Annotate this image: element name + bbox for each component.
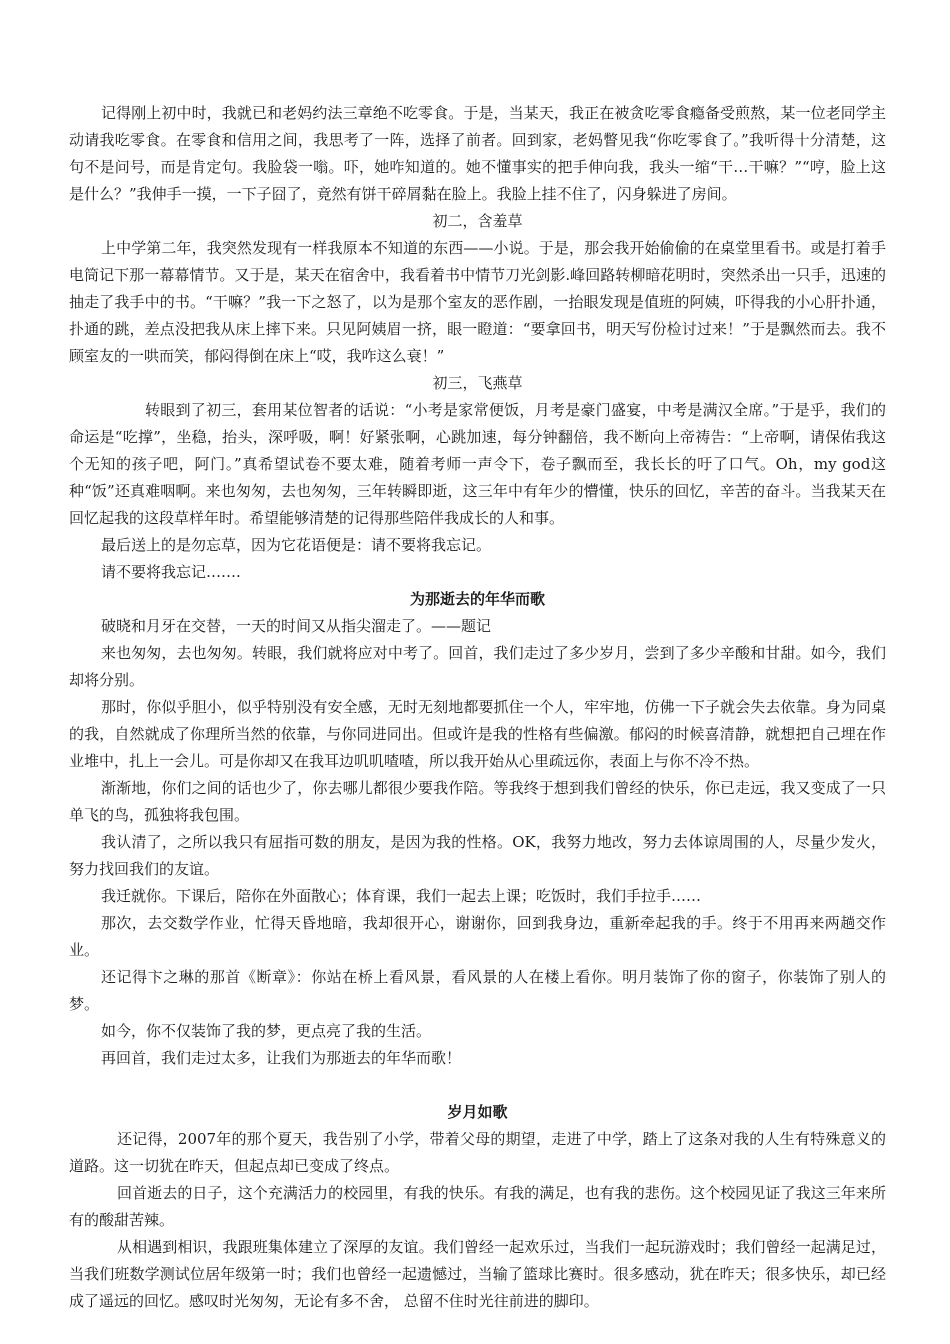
paragraph: 上中学第二年，我突然发现有一样我原本不知道的东西——小说。于是，那会我开始偷偷的在桌堂里看书。或是打着手电筒记下那一幕幕情节。又于是，某天在宿舍中，我看着书中情节刀光剑影.峰回路转柳暗花明时，突然杀出一只手，迅速的抽走了我手中的书。“干嘛？”我一下之怒了，以为是那个室友的恶作剧，一抬眼发现是值班的阿姨，吓得我的小心肝扑通，扑通的跳，差点没把我从床上摔下来。只见阿姨眉一挤，眼一瞪道：“要拿回书，明天写份检讨过来！”于是飘然而去。我不顾室友的一哄而笑，郁闷得倒在床上“哎，我咋这么衰！” [69,239,886,365]
paragraph: 从相遇到相识，我跟班集体建立了深厚的友谊。我们曾经一起欢乐过，当我们一起玩游戏时；我们曾经一起满足过，当我们班数学测试位居年级第一时；我们也曾经一起遗憾过，当输了篮球比赛时。很多感动，犹在昨天；很多快乐，却已经成了遥远的回忆。感叹时光匆匆，无论有多不舍， 总留不住时光往前进的脚印。 [69,1238,886,1310]
paragraph: 如今，你不仅装饰了我的梦，更点亮了我的生活。 [101,1022,432,1040]
paragraph: 再回首，我们走过太多，让我们为那逝去的年华而歌！ [101,1049,462,1067]
subheading-grade-three: 初三，飞燕草 [432,374,523,392]
paragraph: 我迁就你。下课后，陪你在外面散心；体育课，我们一起去上课；吃饭时，我们手拉手…… [101,887,702,905]
paragraph: 回首逝去的日子，这个充满活力的校园里，有我的快乐。有我的满足，也有我的悲伤。这个校园见证了我这三年来所有的酸甜苦辣。 [69,1184,886,1229]
paragraph: 那次，去交数学作业，忙得天昏地暗，我却很开心，谢谢你，回到我身边，重新牵起我的手。终于不用再来两趟交作业。 [69,914,886,959]
paragraph: 我认清了，之所以我只有屈指可数的朋友，是因为我的性格。OK，我努力地改，努力去体谅周围的人，尽量少发火，努力找回我们的友谊。 [69,833,886,878]
paragraph: 还记得卞之琳的那首《断章》：你站在桥上看风景，看风景的人在楼上看你。明月装饰了你的窗子，你装饰了别人的梦。 [69,968,886,1013]
paragraph: 破晓和月牙在交替，一天的时间又从指尖溜走了。——题记 [101,617,492,635]
document-page [69,100,886,1315]
paragraph: 来也匆匆，去也匆匆。转眼，我们就将应对中考了。回首，我们走过了多少岁月，尝到了多少辛酸和甘甜。如今，我们却将分别。 [69,644,886,689]
paragraph: 转眼到了初三，套用某位智者的话说：“小考是家常便饭，月考是豪门盛宴，中考是满汉全席。”于是乎，我们的命运是“吃撑”，坐稳，抬头，深呼吸，啊！好紧张啊，心跳加速，每分钟翻倍，我不断向上帝祷告：“上帝啊，请保佑我这个无知的孩子吧，阿门。”真希望试卷不要太难，随着考师一声令下，卷子飘而至，我长长的吁了口气。Oh，my god这种“饭”还真难咽啊。来也匆匆，去也匆匆，三年转瞬即逝，这三年中有年少的懵懂，快乐的回忆，辛苦的奋斗。当我某天在回忆起我的这段草样年时。希望能够清楚的记得那些陪伴我成长的人和事。 [69,401,886,527]
essay-title: 岁月如歌 [447,1103,508,1121]
paragraph: 记得刚上初中时，我就已和老妈约法三章绝不吃零食。于是，当某天，我正在被贪吃零食瘾备受煎熬，某一位老同学主动请我吃零食。在零食和信用之间，我思考了一阵，选择了前者。回到家，老妈瞥见我“你吃零食了。”我听得十分清楚，这句不是问号，而是肯定句。我脸袋一嗡。吓，她咋知道的。她不懂事实的把手伸向我，我头一缩“干…干嘛？”“哼，脸上这是什么？”我伸手一摸，一下子囧了，竟然有饼干碎屑黏在脸上。我脸上挂不住了，闪身躲进了房间。 [69,104,886,203]
paragraph: 渐渐地，你们之间的话也少了，你去哪儿都很少要我作陪。等我终于想到我们曾经的快乐，你已走远，我又变成了一只单飞的鸟，孤独将我包围。 [69,779,886,824]
paragraph: 还记得，2007年的那个夏天，我告别了小学，带着父母的期望，走进了中学，踏上了这条对我的人生有特殊意义的道路。这一切犹在昨天，但起点却已变成了终点。 [69,1130,886,1175]
paragraph: 请不要将我忘记……. [101,563,241,581]
paragraph: 最后送上的是勿忘草，因为它花语便是：请不要将我忘记。 [101,536,492,554]
paragraph: 那时，你似乎胆小，似乎特别没有安全感，无时无刻地都要抓住一个人，牢牢地，仿佛一下子就会失去依靠。身为同桌的我，自然就成了你理所当然的依靠，与你同进同出。但或许是我的性格有些偏激。郁闷的时候喜清静，就想把自己埋在作业堆中，扎上一会儿。可是你却又在我耳边叽叽喳喳，所以我开始从心里疏远你，表面上与你不冷不热。 [69,698,886,770]
essay-title: 为那逝去的年华而歌 [409,590,545,608]
spacer [69,1072,886,1099]
subheading-grade-two: 初二，含羞草 [432,212,523,230]
